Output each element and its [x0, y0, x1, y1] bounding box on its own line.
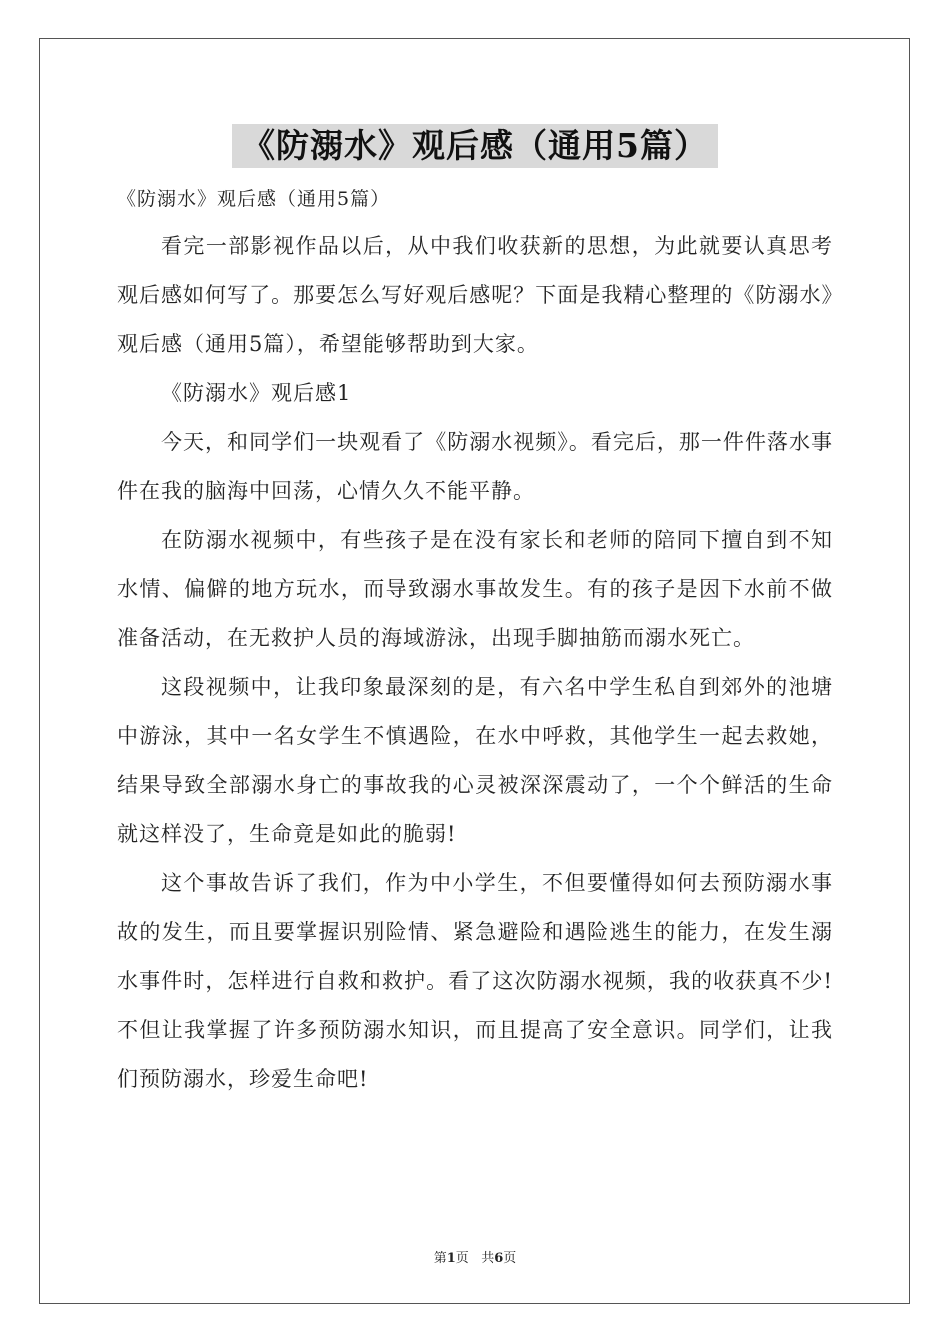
paragraph-intro: 看完一部影视作品以后，从中我们收获新的思想，为此就要认真思考观后感如何写了。那要怎么写好观后感呢？下面是我精心整理的《防溺水》观后感（通用5篇），希望能够帮助到大家。	[117, 234, 833, 356]
document-body	[117, 176, 833, 1104]
paragraph-4: 这个事故告诉了我们，作为中小学生，不但要懂得如何去预防溺水事故的发生，而且要掌握识别险情、紧急避险和遇险逃生的能力，在发生溺水事件时，怎样进行自救和救护。看了这次防溺水视频，我的收获真不少!不但让我掌握了许多预防溺水知识，而且提高了安全意识。同学们，让我们预防溺水，珍爱生命吧!	[117, 871, 833, 1091]
paragraph-3: 这段视频中，让我印象最深刻的是，有六名中学生私自到郊外的池塘中游泳，其中一名女学生不慎遇险，在水中呼救，其他学生一起去救她，结果导致全部溺水身亡的事故我的心灵被深深震动了，一个个鲜活的生命就这样没了，生命竟是如此的脆弱!	[117, 675, 833, 846]
total-suffix: 页	[503, 1251, 517, 1266]
page-suffix: 页	[455, 1251, 469, 1266]
document-title: 《防溺水》观后感（通用5篇）	[232, 124, 718, 168]
section-heading: 《防溺水》观后感1	[161, 381, 352, 405]
document-subtitle: 《防溺水》观后感（通用5篇）	[117, 188, 391, 210]
total-prefix: 共	[481, 1251, 495, 1266]
page-prefix: 第	[433, 1251, 447, 1266]
total-pages: 6	[494, 1251, 504, 1266]
paragraph-2: 在防溺水视频中，有些孩子是在没有家长和老师的陪同下擅自到不知水情、偏僻的地方玩水，而导致溺水事故发生。有的孩子是因下水前不做准备活动，在无救护人员的海域游泳，出现手脚抽筋而溺水死亡。	[117, 528, 833, 650]
page-number: 1	[446, 1251, 456, 1266]
page-footer	[0, 1247, 950, 1266]
paragraph-1: 今天，和同学们一块观看了《防溺水视频》。看完后，那一件件落水事件在我的脑海中回荡，心情久久不能平静。	[117, 430, 833, 503]
title-container	[0, 124, 950, 168]
